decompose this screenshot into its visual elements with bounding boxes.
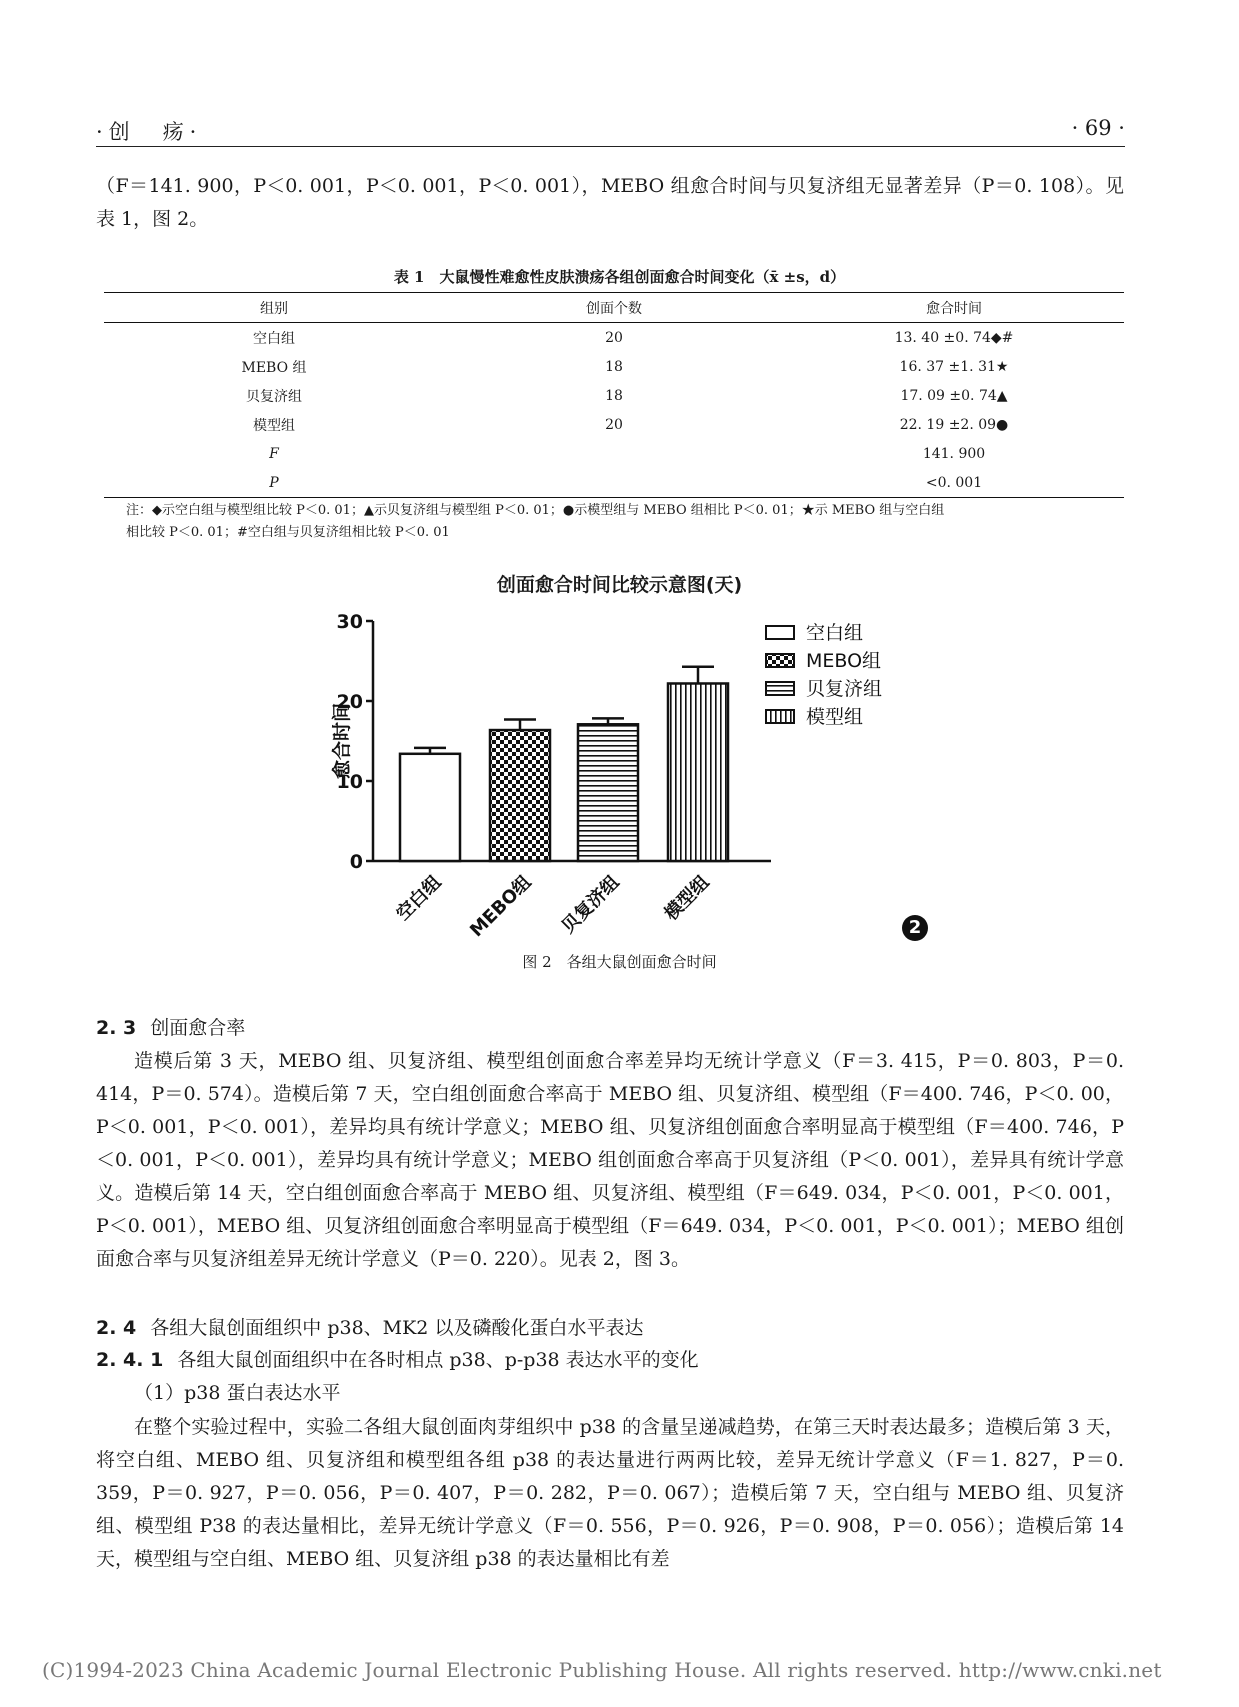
x-tick-label: 模型组: [660, 871, 714, 925]
table1-cell-group: F: [269, 445, 279, 462]
y-tick-label: 20: [336, 691, 363, 713]
intro-paragraph: （F＝141. 900，P＜0. 001，P＜0. 001，P＜0. 001），MEBO 组愈合时间与贝复济组无显著差异（P＝0. 108）。见表 1，图 2。: [96, 175, 1124, 230]
legend-label: MEBO组: [806, 650, 882, 672]
table1-cell-count: 20: [605, 329, 623, 346]
table1-cell-time: 22. 19 ±2. 09●: [899, 416, 1009, 433]
table1-col-count: 创面个数: [586, 300, 642, 317]
section-2-3-body: 造模后第 3 天，MEBO 组、贝复济组、模型组创面愈合率差异均无统计学意义（F＝3. 415，P＝0. 803，P＝0. 414，P＝0. 574）。造模后第 7 天，空白组创面愈合率高于 MEBO 组、贝复济组、模型组（F＝400. 746，P＜0. 00，P＜0. 001，P＜0. 001），差异均具有统计学意义；MEBO 组、贝复济组创面愈合率明显高于模型组（F＝400. 746，P＜0. 001，P＜0. 001），差异均具有统计学意义；MEBO 组创面愈合率高于贝复济组（P＜0. 001），差异具有统计学意义。造模后第 14 天，空白组创面愈合率高于 MEBO 组、贝复济组、模型组（F＝649. 034，P＜0. 001，P＜0. 001，P＜0. 001），MEBO 组、贝复济组创面愈合率明显高于模型组（F＝649. 034，P＜0. 001，P＜0. 001）；MEBO 组创面愈合率与贝复济组差异无统计学意义（P＝0. 220）。见表 2，图 3。: [96, 1050, 1124, 1270]
table1-cell-time: <0. 001: [925, 474, 983, 491]
table1-cell-group: 空白组: [253, 330, 295, 347]
y-tick-label: 10: [336, 771, 363, 793]
table1-cell-group: MEBO 组: [241, 359, 307, 376]
table1-cell-time: 16. 37 ±1. 31★: [899, 358, 1009, 375]
y-tick-label: 0: [349, 851, 363, 873]
section-title: 各组大鼠创面组织中 p38、MK2 以及磷酸化蛋白水平表达: [150, 1317, 644, 1339]
subsection-heading: （1）p38 蛋白表达水平: [134, 1382, 341, 1404]
y-axis-label: 愈合时间: [331, 702, 353, 780]
header-page-number: · 69 ·: [1071, 116, 1125, 140]
legend-swatch: [766, 710, 794, 723]
table1-note-line1: 注：◆示空白组与模型组比较 P＜0. 01；▲示贝复济组与模型组 P＜0. 01；●示模型组与 MEBO 组相比 P＜0. 01；★示 MEBO 组与空白组: [126, 503, 945, 518]
section-title: 创面愈合率: [150, 1017, 246, 1039]
copyright-footer: (C)1994-2023 China Academic Journal Electronic Publishing House. All rights reserved. http://www.cnki.net: [42, 1658, 1162, 1682]
section-2-4-1-body: 在整个实验过程中，实验二各组大鼠创面肉芽组织中 p38 的含量呈递减趋势，在第三天时表达最多；造模后第 3 天，将空白组、MEBO 组、贝复济组和模型组各组 p38 的表达量进行两两比较，差异无统计学意义（F＝1. 827，P＝0. 359，P＝0. 927，P＝0. 056，P＝0. 407，P＝0. 282，P＝0. 067）；造模后第 7 天，空白组与 MEBO 组、贝复济组、模型组 P38 的表达量相比，差异无统计学意义（F＝0. 556，P＝0. 926，P＝0. 908，P＝0. 056）；造模后第 14 天，模型组与空白组、MEBO 组、贝复济组 p38 的表达量相比有差: [96, 1416, 1124, 1570]
figure-badge: 2: [902, 915, 928, 941]
bar: [578, 724, 638, 861]
table1-cell-time: 17. 09 ±0. 74▲: [900, 387, 1008, 404]
table1-cell-group: 模型组: [253, 417, 295, 434]
table1-cell-count: 18: [605, 358, 623, 375]
table1-note-line2: 相比较 P＜0. 01；#空白组与贝复济组相比较 P＜0. 01: [126, 525, 450, 540]
section-number: 2. 4. 1: [96, 1349, 164, 1371]
table1-cell-time: 13. 40 ±0. 74◆#: [894, 329, 1014, 346]
table1-cell-count: 20: [605, 416, 623, 433]
section-number: 2. 4: [96, 1317, 137, 1339]
section-title: 各组大鼠创面组织中在各时相点 p38、p-p38 表达水平的变化: [177, 1349, 699, 1371]
chart-title: 创面愈合时间比较示意图(天): [496, 574, 743, 596]
bar: [400, 754, 460, 861]
table1-col-group: 组别: [260, 300, 288, 317]
x-tick-label: 贝复济组: [557, 871, 624, 938]
legend-swatch: [766, 654, 794, 667]
section-2-3-heading: [96, 1013, 245, 1043]
legend-swatch: [766, 682, 794, 695]
table1-cell-count: 18: [605, 387, 623, 404]
section-number: 2. 3: [96, 1017, 137, 1039]
bar: [668, 683, 728, 861]
table1-col-time: 愈合时间: [926, 300, 982, 317]
section-2-4-heading: [96, 1313, 643, 1343]
x-tick-label: MEBO组: [466, 871, 536, 942]
table1-caption: 表 1 大鼠慢性难愈性皮肤溃疡各组创面愈合时间变化（x̄ ±s，d）: [393, 268, 846, 286]
x-tick-label: 空白组: [392, 871, 446, 925]
section-2-4-1-heading: [96, 1345, 699, 1375]
legend-label: 贝复济组: [806, 678, 883, 700]
table1-cell-time: 141. 900: [922, 445, 986, 462]
legend-label: 模型组: [806, 706, 864, 728]
table1-cell-group: P: [269, 474, 279, 491]
legend-label: 空白组: [806, 622, 864, 644]
bar: [490, 730, 550, 861]
header-section: ·创 疡·: [96, 120, 203, 144]
y-tick-label: 30: [336, 611, 363, 633]
figure2-caption: 图 2 各组大鼠创面愈合时间: [522, 953, 717, 971]
legend-swatch: [766, 626, 794, 639]
table1-cell-group: 贝复济组: [246, 388, 302, 405]
